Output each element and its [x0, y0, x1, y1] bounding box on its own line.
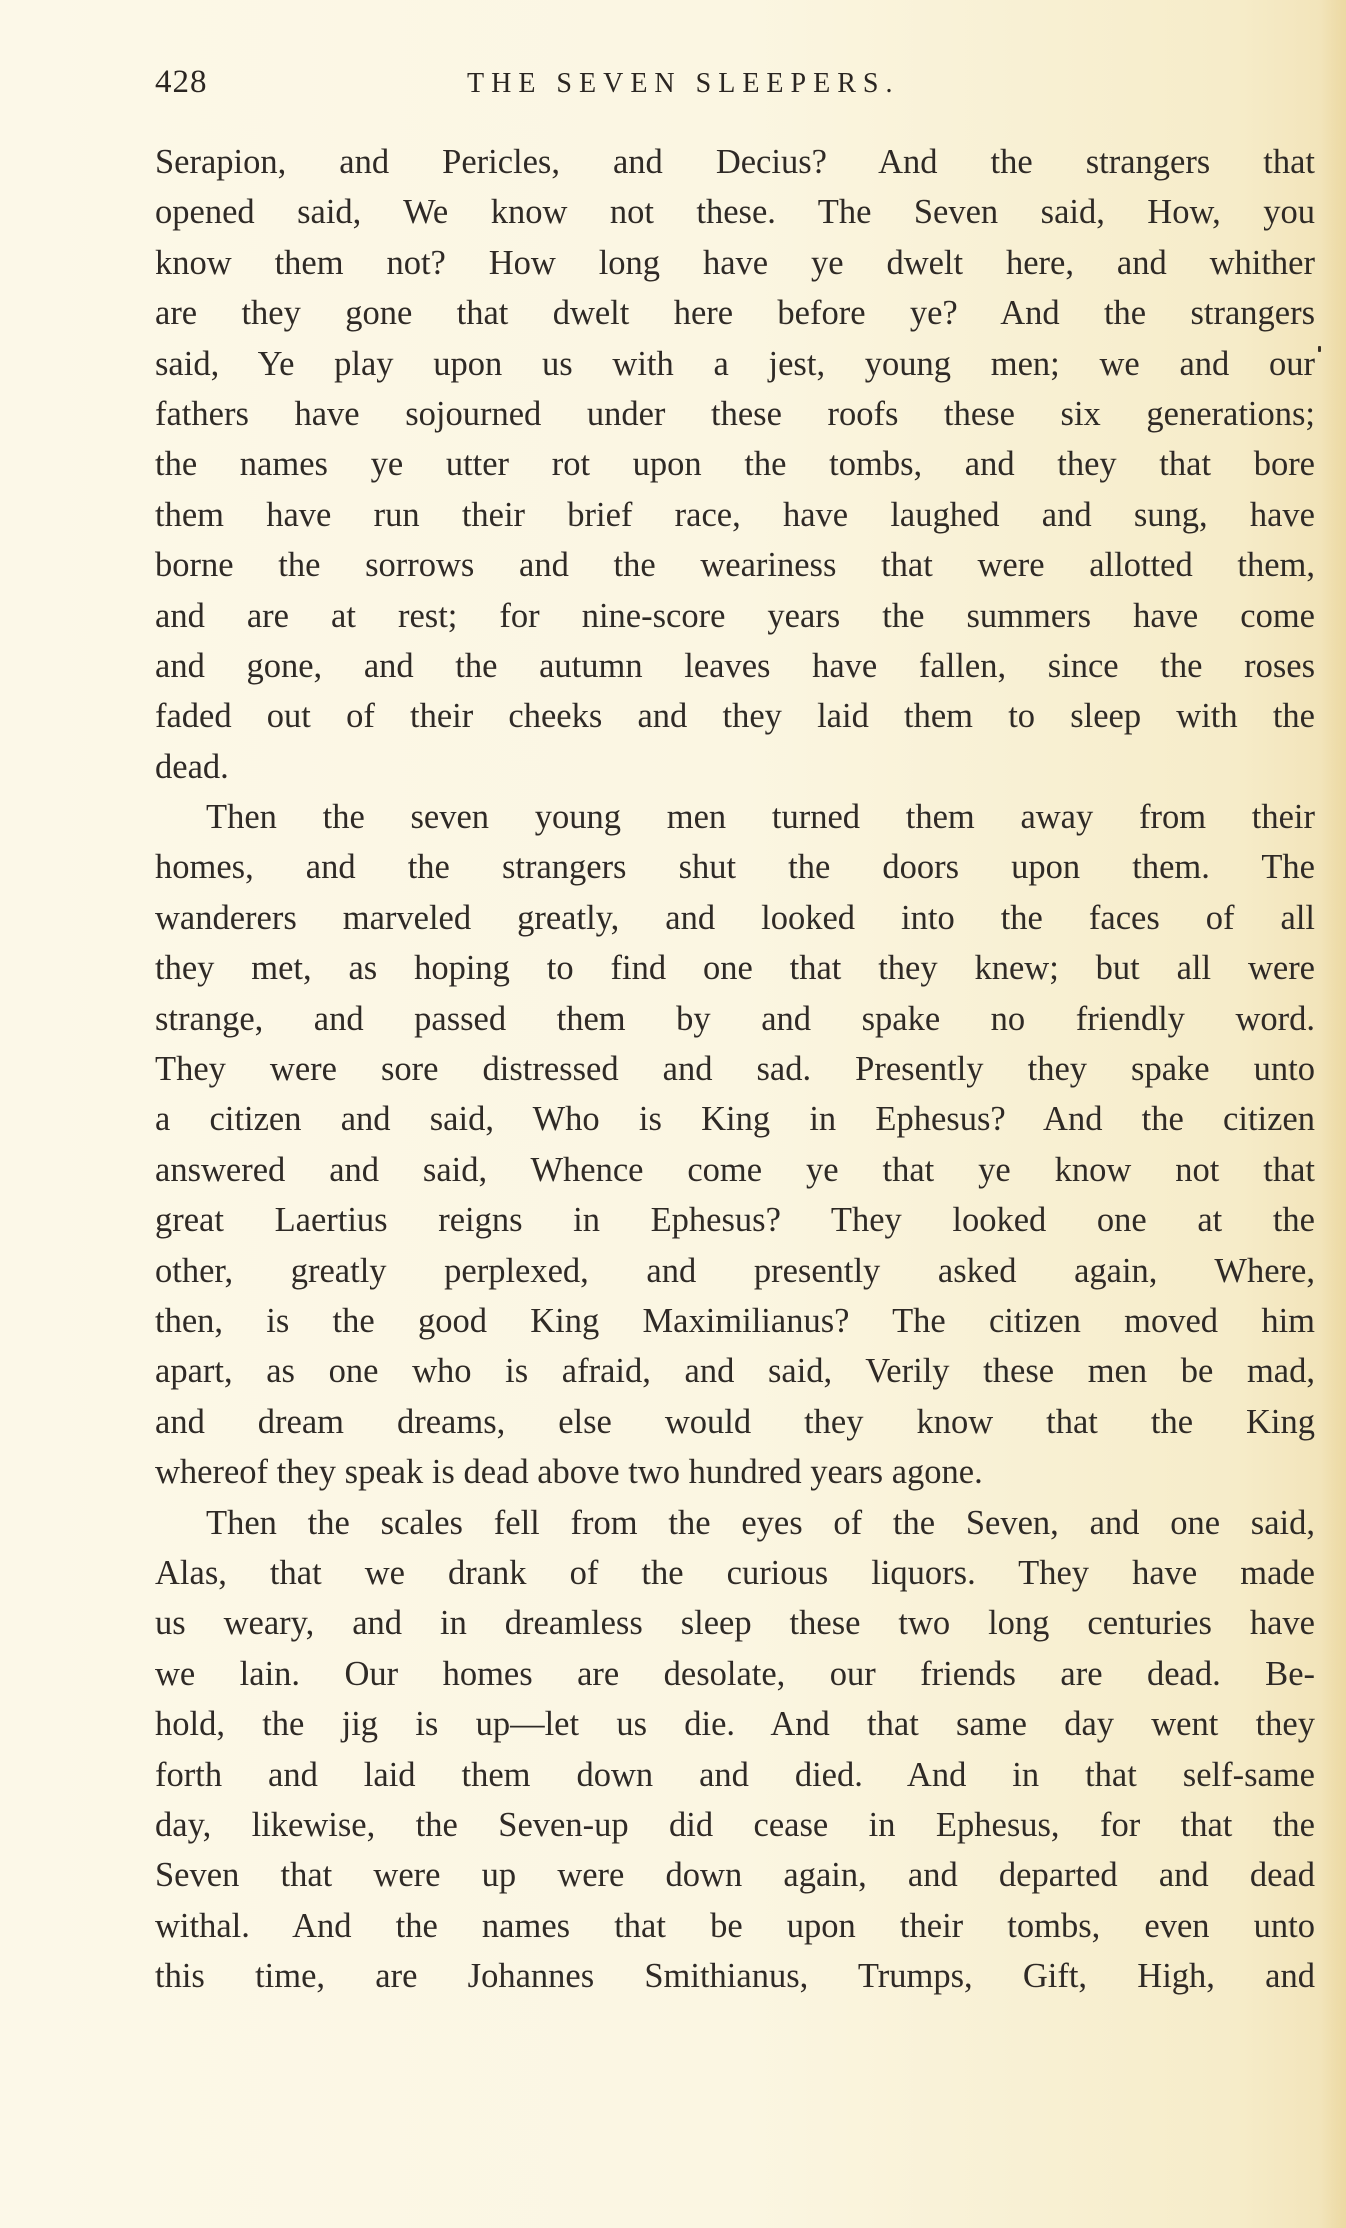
paragraph-1: [155, 137, 1315, 792]
text-line: Seven that were up were down again, and departed and dead: [155, 1856, 1315, 1895]
text-line: Serapion, and Pericles, and Decius? And the strangers that: [155, 143, 1315, 181]
text-line: we lain. Our homes are desolate, our friends are dead. Be-: [155, 1654, 1315, 1693]
text-line: are they gone that dwelt here before ye? And the strangers: [155, 294, 1315, 333]
text-line: said, Ye play upon us with a jest, young men; we and our: [155, 344, 1315, 383]
text-line: and are at rest; for nine-score years the summers have come: [155, 596, 1315, 635]
text-line: other, greatly perplexed, and presently asked again, Where,: [155, 1251, 1315, 1290]
text-line: wanderers marveled greatly, and looked into the faces of all: [155, 898, 1315, 937]
text-line: hold, the jig is up—let us die. And that same day went they: [155, 1705, 1315, 1744]
text-line: day, likewise, the Seven-up did cease in Ephesus, for that the: [155, 1805, 1315, 1844]
text-line: us weary, and in dreamless sleep these two long centuries have: [155, 1604, 1315, 1643]
body-text: [155, 137, 1315, 2001]
text-line: forth and laid them down and died. And in that self-same: [155, 1755, 1315, 1794]
text-line: know them not? How long have ye dwelt here, and whither: [155, 243, 1315, 282]
text-line: they met, as hoping to find one that they knew; but all were: [155, 949, 1315, 988]
page-number: 428: [155, 64, 208, 100]
text-line: the names ye utter rot upon the tombs, and they that bore: [155, 445, 1315, 484]
text-line: whereof they speak is dead above two hundred years agone.: [155, 1453, 983, 1492]
running-head: THE SEVEN SLEEPERS.: [467, 68, 900, 99]
text-line: Then the seven young men turned them away from their: [206, 798, 1315, 837]
text-line: this time, are Johannes Smithianus, Trumps, Gift, High, and: [155, 1957, 1315, 1996]
paragraph-3: [155, 1498, 1315, 2002]
text-line: apart, as one who is afraid, and said, Verily these men be mad,: [155, 1352, 1315, 1391]
text-line: a citizen and said, Who is King in Ephesus? And the citizen: [155, 1100, 1315, 1139]
text-line: faded out of their cheeks and they laid them to sleep with the: [155, 697, 1315, 736]
text-line: homes, and the strangers shut the doors upon them. The: [155, 848, 1315, 887]
page-header: [155, 64, 1315, 116]
text-line: opened said, We know not these. The Seven said, How, you: [155, 193, 1315, 232]
text-line: answered and said, Whence come ye that ye know not that: [155, 1150, 1315, 1189]
text-line: strange, and passed them by and spake no friendly word.: [155, 999, 1315, 1038]
text-line: Alas, that we drank of the curious liquors. They have made: [155, 1553, 1315, 1592]
text-line: and gone, and the autumn leaves have fallen, since the roses: [155, 646, 1315, 685]
text-line: fathers have sojourned under these roofs these six generations;: [155, 394, 1315, 433]
text-line: great Laertius reigns in Ephesus? They looked one at the: [155, 1201, 1315, 1240]
page-edge-shading: [1320, 0, 1346, 2228]
text-line: Then the scales fell from the eyes of the Seven, and one said,: [206, 1503, 1315, 1542]
text-line: then, is the good King Maximilianus? The citizen moved him: [155, 1301, 1315, 1340]
text-line: them have run their brief race, have laughed and sung, have: [155, 495, 1315, 534]
text-line: withal. And the names that be upon their tombs, even unto: [155, 1906, 1315, 1945]
text-line: dead.: [155, 747, 229, 786]
ink-speck: [1318, 346, 1321, 352]
text-line: They were sore distressed and sad. Presently they spake unto: [155, 1050, 1315, 1089]
paragraph-2: [155, 792, 1315, 1497]
text-line: and dream dreams, else would they know that the King: [155, 1402, 1315, 1441]
text-line: borne the sorrows and the weariness that were allotted them,: [155, 546, 1315, 585]
